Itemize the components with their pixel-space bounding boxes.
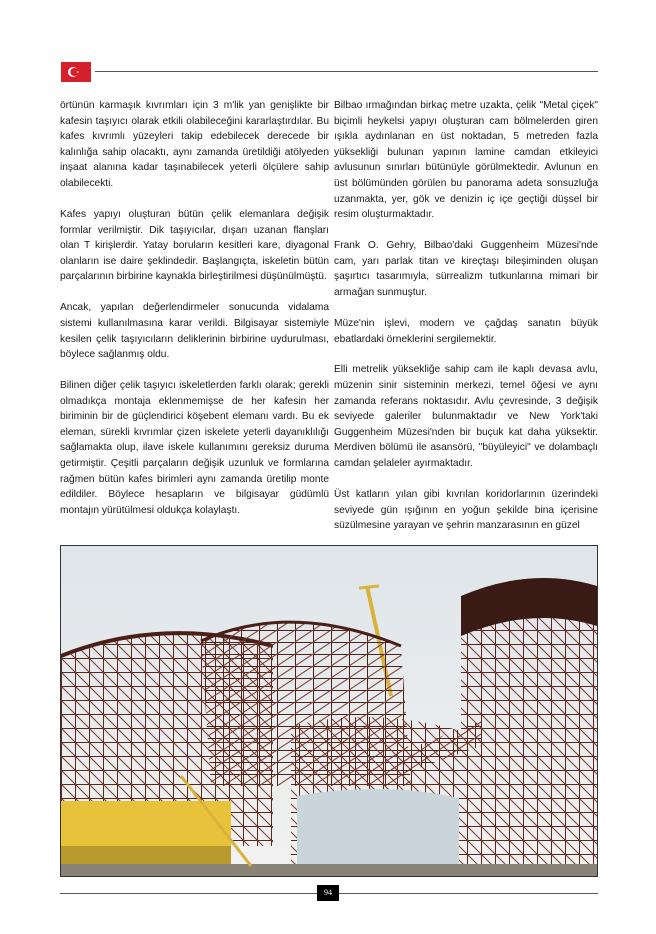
page-number: 94 <box>317 885 339 901</box>
paragraph: Frank O. Gehry, Bilbao'daki Guggenheim Müzesi'nde cam, yarı parlak titan ve kireçtaşı bileşiminden oluşan şaşırtıcı tasarımıyla, sürrealizm tutkunlarına mimari bir armağan sunmuştur. <box>334 240 598 298</box>
paragraph: örtünün karmaşık kıvrımları için 3 m'lik yan genişlikte bir kafesin taşıyıcı olarak etkili olabileceğini kararlaştırdılar. Bu kafes kıvrımlı yüzeyleri takip edebilecek derecede bir kalınlığa sahip olacaktı, aynı zamanda üretildiği atölyeden inşaat alanına kadar taşınabilecek yeterli ölçülere sahip olabilecekti. <box>60 100 329 189</box>
right-column <box>334 98 598 549</box>
paragraph: Üst katların yılan gibi kıvrılan koridorlarının üzerindeki seviyede gün ışığının en yoğun şekilde bina içerisine süzülmesine yarayan ve şehrin manzarasının en güzel <box>334 489 598 532</box>
paragraph: Kafes yapıyı oluşturan bütün çelik elemanlara değişik formlar verilmiştir. Dik taşıyıcılar, dışarı uzanan flanşları olan T kirişlerdir. Yatay boruların kesitleri kare, diyagonal olanların ise daire şeklindedir. Başlangıçta, iskeletin bütün parçalarının birbirine kaynakla birleştirilmesi düşünülmüştü. <box>60 208 329 283</box>
left-column <box>60 98 329 534</box>
paragraph: Elli metrelik yüksekliğe sahip cam ile kaplı devasa avlu, müzenin sinir sisteminin merkezi, temel öğesi ve aynı zamanda referans noktasıdır. Avlu çevresinde, 3 değişik seviyede galeriler bulunmaktadır ve New York'taki Guggenheim Müzesi'nden bir buçuk kat daha yüksektir. Merdiven bölümü ile asansörü, "büyüleyici" ve dolambaçlı camdan şelaleler ayırmaktadır. <box>334 364 598 470</box>
paragraph: Bilbao ırmağından birkaç metre uzakta, çelik "Metal çiçek" biçimli heykelsi yapıyı oluşturan cam bölmelerden giren ışıkla aydınlanan en üst noktadan, 5 metreden fazla yüksekliği bulunan yapının lamine camdan etkileyici avlusunun sınırları bütünüyle görülmektedir. Avlunun en üst bölümünden görülen bu panorama adeta sonsuzluğa uzanmakta, yer, gök ve denizin iç içe geçtiği düşsel bir resim oluşturmaktadır. <box>334 100 598 221</box>
paragraph: Ancak, yapılan değerlendirmeler sonucunda vidalama sistemi kullanılmasına karar verildi. Bilgisayar sistemiyle kesilen çelik taşıyıcıların deliklerinin birbirine uydurulması, böylece sağlanmış oldu. <box>60 302 329 361</box>
paragraph: Bilinen diğer çelik taşıyıcı iskeletlerden farklı olarak; gerekli olmadıkça montaja eklenmemişse de her kafesin her biriminin bir de güçlendirici köşebent elemanı vardı. Bu ek eleman, sürekli kıvrımlar çizen iskelete yeterli dayanıklılığı sağlamakta olup, ilave iskele kullanımını gereksiz duruma getirmiştir. Çeşitli parçaların değişik uzunluk ve formlarına rağmen bütün kafes birimleri aynı zamanda üretilip monte edildiler. Böylece hesapların ve bilgisayar güdümlü montajın yürütülmesi oldukça kolaylaştı. <box>60 380 329 516</box>
construction-steel-frame-photo <box>60 545 598 877</box>
turkey-flag-icon <box>61 62 91 82</box>
header-rule <box>95 71 598 72</box>
paragraph: Müze'nin işlevi, modern ve çağdaş sanatın büyük ebatlardaki örneklerini sergilemektir. <box>334 317 598 345</box>
